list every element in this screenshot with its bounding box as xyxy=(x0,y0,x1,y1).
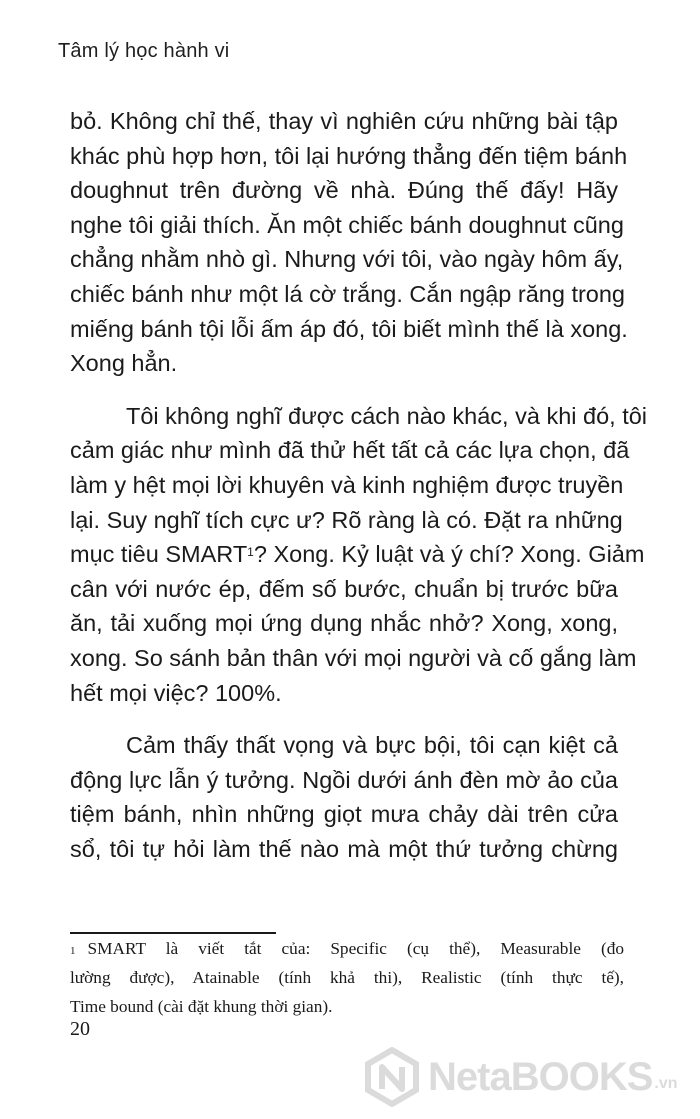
text-line: lại. Suy nghĩ tích cực ư? Rõ ràng là có. Đặt ra những xyxy=(70,506,623,533)
running-title: Tâm lý học hành vi xyxy=(58,40,230,62)
paragraph-3 xyxy=(70,728,618,866)
text-line: động lực lẫn ý tưởng. Ngồi dưới ánh đèn mờ ảo của xyxy=(70,766,618,793)
watermark-brand: NetaBOOKS xyxy=(428,1054,653,1099)
text-line: làm y hệt mọi lời khuyên và kinh nghiệm được truyền xyxy=(70,471,624,498)
text-line: ăn, tải xuống mọi ứng dụng nhắc nhở? Xong, xong, xyxy=(70,610,618,637)
footnote-text: SMART là viết tắt của: Specific (cụ thể), Measurable (đo xyxy=(87,939,624,958)
footnote-line: lường được), Atainable (tính khả thi), Realistic (tính thực tế), xyxy=(70,968,624,987)
footnote xyxy=(70,934,624,1021)
text-line: sổ, tôi tự hỏi làm thế nào mà một thứ tưởng chừng xyxy=(70,835,618,862)
watermark-suffix: .vn xyxy=(654,1075,678,1092)
text-line: cân với nước ép, đếm số bước, chuẩn bị trước bữa xyxy=(70,575,618,602)
footnote-line xyxy=(70,934,624,963)
footnote-reference[interactable]: 1 xyxy=(247,545,254,560)
text-line: nghe tôi giải thích. Ăn một chiếc bánh doughnut cũng xyxy=(70,211,624,238)
text-line: tiệm bánh, nhìn những giọt mưa chảy dài trên cửa xyxy=(70,801,618,828)
page-number: 20 xyxy=(70,1018,90,1040)
text-line-with-footnote-ref xyxy=(70,537,645,572)
publisher-watermark xyxy=(362,1046,692,1108)
text-line: xong. So sánh bản thân với mọi người và cố gắng làm xyxy=(70,644,637,671)
text-segment: mục tiêu SMART xyxy=(70,541,248,568)
text-line: Tôi không nghĩ được cách nào khác, và khi đó, tôi xyxy=(126,402,648,429)
text-line: chiếc bánh như một lá cờ trắng. Cắn ngập răng trong xyxy=(70,280,626,307)
text-line: Xong hẳn. xyxy=(70,350,178,377)
text-segment: ? Xong. Kỷ luật và ý chí? Xong. Giảm xyxy=(253,541,645,568)
footnote-line: Time bound (cài đặt khung thời gian). xyxy=(70,997,333,1016)
paragraph-2 xyxy=(70,399,648,710)
text-line: bỏ. Không chỉ thế, thay vì nghiên cứu những bài tập xyxy=(70,108,618,134)
text-line: cảm giác như mình đã thử hết tất cả các lựa chọn, đã xyxy=(70,437,630,464)
text-line: chẳng nhằm nhò gì. Nhưng với tôi, vào ngày hôm ấy, xyxy=(70,246,624,273)
netabooks-logo-icon xyxy=(362,1047,422,1107)
text-line: khác phù hợp hơn, tôi lại hướng thẳng đến tiệm bánh xyxy=(70,142,628,169)
paragraph-1 xyxy=(70,104,628,381)
body-text xyxy=(70,104,648,884)
text-line: miếng bánh tội lỗi ấm áp đó, tôi biết mình thế là xong. xyxy=(70,315,628,342)
footnote-mark: 1 xyxy=(70,945,76,957)
text-line: hết mọi việc? 100%. xyxy=(70,679,282,706)
text-line: Cảm thấy thất vọng và bực bội, tôi cạn kiệt cả xyxy=(126,732,618,759)
text-line: doughnut trên đường về nhà. Đúng thế đấy! Hãy xyxy=(70,177,618,204)
